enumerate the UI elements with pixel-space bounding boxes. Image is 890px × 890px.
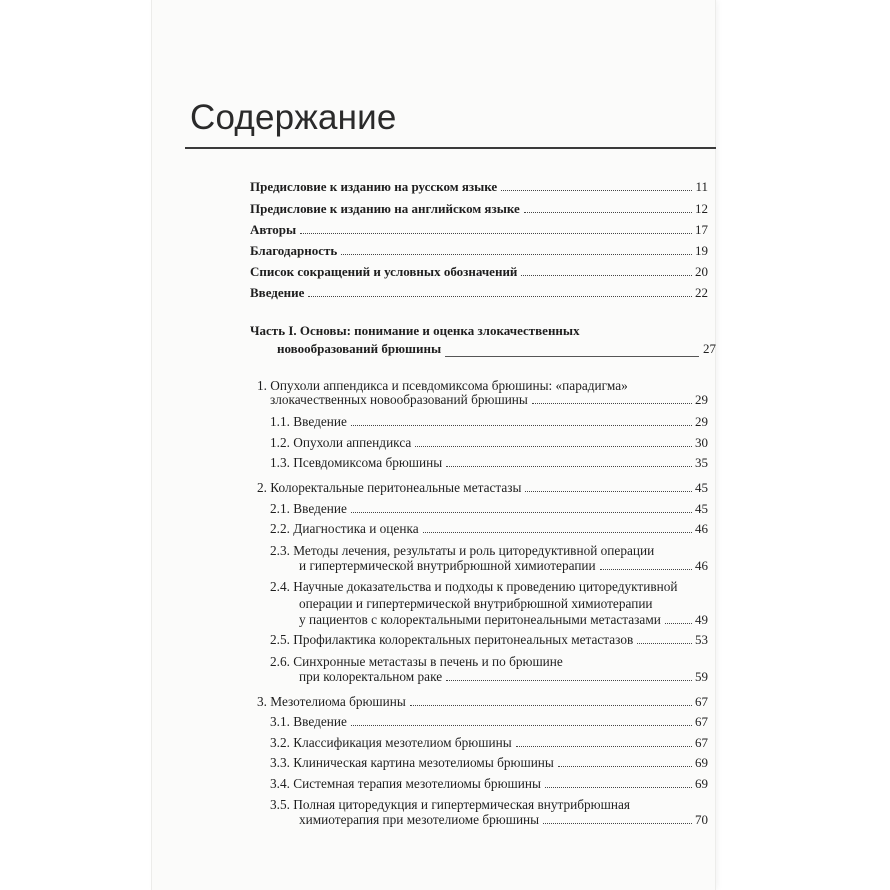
dot-leader <box>410 705 692 706</box>
toc-entry-label: 3.4. Системная терапия мезотелиомы брюшины <box>270 776 541 791</box>
dot-leader <box>665 623 692 624</box>
toc-entry-label: 1.3. Псевдомиксома брюшины <box>270 455 443 470</box>
toc-page-number: 46 <box>695 521 708 536</box>
toc-entry[interactable] <box>299 558 708 574</box>
toc-entry-label-line1[interactable]: Часть I. Основы: понимание и оценка злокачественных <box>250 323 580 338</box>
toc-entry-label: 3.1. Введение <box>270 714 347 729</box>
toc-entry[interactable] <box>270 455 708 471</box>
dot-leader <box>558 766 692 767</box>
toc-page-number: 29 <box>695 414 708 429</box>
toc-entry[interactable] <box>270 414 708 430</box>
toc-entry-label-line1[interactable]: 2.6. Синхронные метастазы в печень и по брюшине <box>270 654 563 669</box>
toc-page-number: 27 <box>703 341 716 356</box>
toc-entry[interactable] <box>250 243 708 259</box>
toc-entry-label: Введение <box>250 285 305 300</box>
dot-leader <box>341 254 692 255</box>
toc-entry[interactable] <box>270 755 708 771</box>
toc-page-number: 70 <box>695 812 708 827</box>
toc-entry-label: 2.2. Диагностика и оценка <box>270 521 419 536</box>
dot-leader <box>525 491 692 492</box>
toc-page-number: 67 <box>695 694 708 709</box>
dot-leader <box>423 532 692 533</box>
toc-page-number: 67 <box>695 714 708 729</box>
toc-entry-label-line1[interactable]: 3.5. Полная циторедукция и гипертермическая внутрибрюшная <box>270 797 630 812</box>
toc-entry[interactable] <box>250 222 708 238</box>
toc-page-number: 12 <box>695 201 708 216</box>
toc-entry-label: 2.1. Введение <box>270 501 347 516</box>
dot-leader <box>545 787 692 788</box>
toc-page-number: 22 <box>695 285 708 300</box>
toc-page-number: 19 <box>695 243 708 258</box>
toc-entry-label: 3. Мезотелиома брюшины <box>257 694 406 709</box>
dot-leader <box>351 425 692 426</box>
toc-entry-label: 1.2. Опухоли аппендикса <box>270 435 412 450</box>
toc-entry-label: злокачественных новообразований брюшины <box>270 392 528 407</box>
toc-page-number: 30 <box>695 435 708 450</box>
dot-leader <box>501 190 692 191</box>
toc-page-number: 17 <box>695 222 708 237</box>
toc-page-number: 45 <box>695 501 708 516</box>
toc-entry-label: и гипертермической внутрибрюшной химиотерапии <box>299 558 596 573</box>
toc-entry[interactable] <box>270 735 708 751</box>
dot-leader <box>415 446 692 447</box>
toc-entry[interactable] <box>250 201 708 217</box>
dot-leader <box>446 680 692 681</box>
toc-entry[interactable] <box>257 480 708 496</box>
toc-entry-label: Предисловие к изданию на английском языке <box>250 201 520 216</box>
dot-leader <box>600 569 692 570</box>
toc-entry-label-line1[interactable]: 2.3. Методы лечения, результаты и роль циторедуктивной операции <box>270 543 655 558</box>
toc-entry-label-line1[interactable]: 1. Опухоли аппендикса и псевдомиксома брюшины: «парадигма» <box>257 378 628 393</box>
toc-entry[interactable] <box>270 714 708 730</box>
dot-leader <box>446 466 692 467</box>
toc-entry-label: Предисловие к изданию на русском языке <box>250 179 498 194</box>
toc-entry-label: 3.2. Классификация мезотелиом брюшины <box>270 735 512 750</box>
toc-entry-label: 3.3. Клиническая картина мезотелиомы брюшины <box>270 755 554 770</box>
dot-leader <box>300 233 692 234</box>
toc-entry[interactable] <box>257 694 708 710</box>
toc-entry[interactable] <box>270 501 708 517</box>
dot-leader <box>516 746 692 747</box>
toc-entry-label: при колоректальном раке <box>299 669 443 684</box>
toc-page-number: 46 <box>695 558 708 573</box>
toc-entry[interactable] <box>250 179 708 195</box>
toc-entry-label: 2. Колоректальные перитонеальные метастазы <box>257 480 522 495</box>
toc-page-number: 20 <box>695 264 708 279</box>
toc-entry[interactable] <box>270 392 708 408</box>
toc-entry[interactable] <box>299 612 708 628</box>
toc-page-number: 35 <box>695 455 708 470</box>
toc-entry-label: химиотерапия при мезотелиоме брюшины <box>299 812 540 827</box>
title-rule <box>185 147 716 149</box>
toc-page-number: 69 <box>695 776 708 791</box>
toc-entry[interactable] <box>270 776 708 792</box>
toc-entry-label: Благодарность <box>250 243 338 258</box>
toc-page-number: 49 <box>695 612 708 627</box>
toc-entry[interactable] <box>277 341 716 357</box>
toc-page-number: 29 <box>695 392 708 407</box>
dot-leader <box>524 212 692 213</box>
toc-entry-label-line2[interactable]: операции и гипертермической внутрибрюшной химиотерапии <box>299 596 653 611</box>
toc-entry[interactable] <box>270 435 708 451</box>
dot-leader <box>637 643 692 644</box>
toc-entry-label: Список сокращений и условных обозначений <box>250 264 518 279</box>
toc-entry-label: новообразований брюшины <box>277 341 442 356</box>
toc-entry[interactable] <box>250 264 708 280</box>
toc-entry-label: 1.1. Введение <box>270 414 347 429</box>
toc-entry[interactable] <box>299 669 708 685</box>
toc-entry[interactable] <box>270 521 708 537</box>
toc-page-number: 67 <box>695 735 708 750</box>
dot-leader <box>351 512 692 513</box>
toc-entry-label-line1[interactable]: 2.4. Научные доказательства и подходы к проведению циторедуктивной <box>270 579 678 594</box>
dot-leader <box>521 275 692 276</box>
toc-entry-label: у пациентов с колоректальными перитонеальными метастазами <box>299 612 661 627</box>
toc-entry[interactable] <box>270 632 708 648</box>
toc-entry-label: 2.5. Профилактика колоректальных перитонеальных метастазов <box>270 632 634 647</box>
page-title: Содержание <box>190 98 397 137</box>
toc-page-number: 53 <box>695 632 708 647</box>
toc-page-number: 11 <box>695 179 708 194</box>
dot-leader <box>532 403 692 404</box>
toc-entry[interactable] <box>250 285 708 301</box>
part-underline <box>445 356 699 357</box>
dot-leader <box>543 823 692 824</box>
toc-page-number: 45 <box>695 480 708 495</box>
toc-page-number: 69 <box>695 755 708 770</box>
dot-leader <box>308 296 692 297</box>
toc-page-number: 59 <box>695 669 708 684</box>
dot-leader <box>351 725 692 726</box>
toc-entry-label: Авторы <box>250 222 297 237</box>
toc-entry[interactable] <box>299 812 708 828</box>
